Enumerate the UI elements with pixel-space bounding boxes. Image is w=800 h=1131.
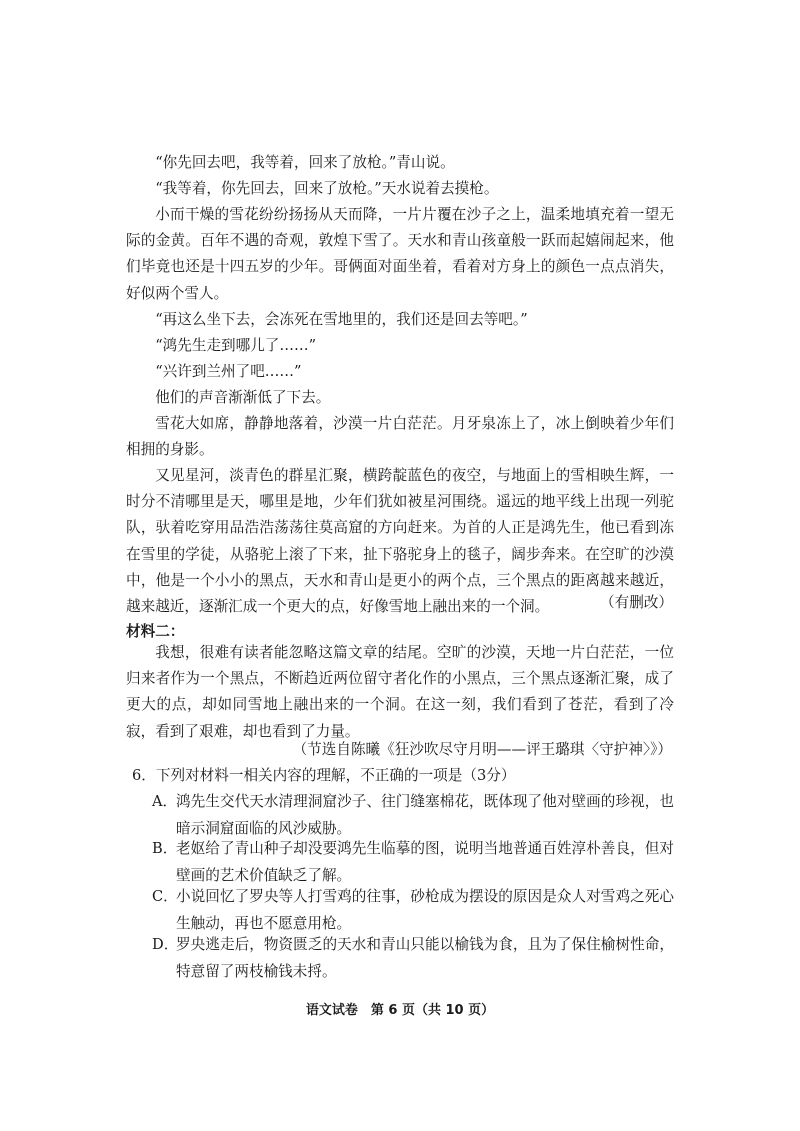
- question-stem: 6．下列对材料一相关内容的理解，不正确的一项是（3分）: [132, 767, 516, 784]
- option-d-text: 罗央逃走后，物资匮乏的天水和青山只能以榆钱为食，且为了保住榆树性命，特意留了两枝榆钱未捋。: [176, 936, 674, 980]
- revision-note: （有删改）: [600, 594, 673, 611]
- story-paragraph-5: “鸿先生走到哪儿了……”: [155, 337, 317, 354]
- option-a-label: A．: [152, 793, 178, 810]
- option-b: [152, 836, 674, 889]
- option-c-label: C．: [152, 888, 178, 905]
- option-a-text: 鸿先生交代天水清理洞窟沙子、往门缝塞棉花，既体现了他对壁画的珍视，也暗示洞窟面临的风沙威胁。: [176, 793, 674, 837]
- story-paragraph-1: “你先回去吧，我等着，回来了放枪。”青山说。: [155, 154, 455, 171]
- option-a: [152, 789, 674, 842]
- option-b-label: B．: [152, 840, 178, 857]
- option-d-label: D．: [152, 936, 179, 953]
- material-two-heading: 材料二：: [126, 623, 185, 640]
- story-paragraph-4: “再这么坐下去，会冻死在雪地里的，我们还是回去等吧。”: [155, 311, 528, 328]
- story-paragraph-7: 他们的声音渐渐低了下去。: [155, 389, 331, 406]
- page-footer: 语文试卷 第 6 页（共 10 页）: [305, 1003, 495, 1018]
- option-b-text: 老妪给了青山种子却没要鸿先生临摹的图，说明当地普通百姓淳朴善良，但对壁画的艺术价值缺乏了解。: [176, 840, 674, 884]
- story-paragraph-2: “我等着，你先回去，回来了放枪。”天水说着去摸枪。: [155, 180, 499, 197]
- option-c-text: 小说回忆了罗央等人打雪鸡的往事，砂枪成为摆设的原因是众人对雪鸡之死心生触动，再也不愿意用枪。: [176, 888, 674, 932]
- story-paragraph-9: 又见星河，淡青色的群星汇聚，横跨靛蓝色的夜空，与地面上的雪相映生辉，一时分不清哪里是天，哪里是地，少年们犹如被星河围绕。遥远的地平线上出现一列驼队，驮着吃穿用品浩浩荡荡往莫高窟的方向赶来。为首的人正是鸿先生，他已看到冻在雪里的学徒，从骆驼上滚了下来，扯下骆驼身上的毯子，阔步奔来。在空旷的沙漠中，他是一个小小的黑点，天水和青山是更小的两个点，三个黑点的距离越来越近，越来越近，逐渐汇成一个更大的点，好像雪地上融出来的一个洞。: [126, 467, 674, 616]
- story-paragraph-3: 小而干燥的雪花纷纷扬扬从天而降，一片片覆在沙子之上，温柔地填充着一望无际的金黄。百年不遇的奇观，敦煌下雪了。天水和青山孩童般一跃而起嬉闹起来，他们毕竟也还是十四五岁的少年。哥俩面对面坐着，看着对方身上的颜色一点点消失，好似两个雪人。: [126, 206, 674, 302]
- material-two-source: （节选自陈曦《狂沙吹尽守月明——评王璐琪〈守护神〉》）: [292, 741, 672, 758]
- story-paragraph-6: “兴许到兰州了吧……”: [155, 363, 302, 380]
- story-paragraph-8: 雪花大如席，静静地落着，沙漠一片白茫茫。月牙泉冻上了，冰上倒映着少年们相拥的身影。: [126, 415, 674, 459]
- option-c: [152, 884, 674, 937]
- material-two-text: 我想，很难有读者能忽略这篇文章的结尾。空旷的沙漠，天地一片白茫茫，一位归来者作为一个黑点，不断趋近两位留守者化作的小黑点，三个黑点逐渐汇聚，成了更大的点，却如同雪地上融出来的一个洞。在这一刻，我们看到了苍茫，看到了冷寂，看到了艰难，却也看到了力量。: [126, 644, 674, 740]
- option-d: [152, 932, 674, 985]
